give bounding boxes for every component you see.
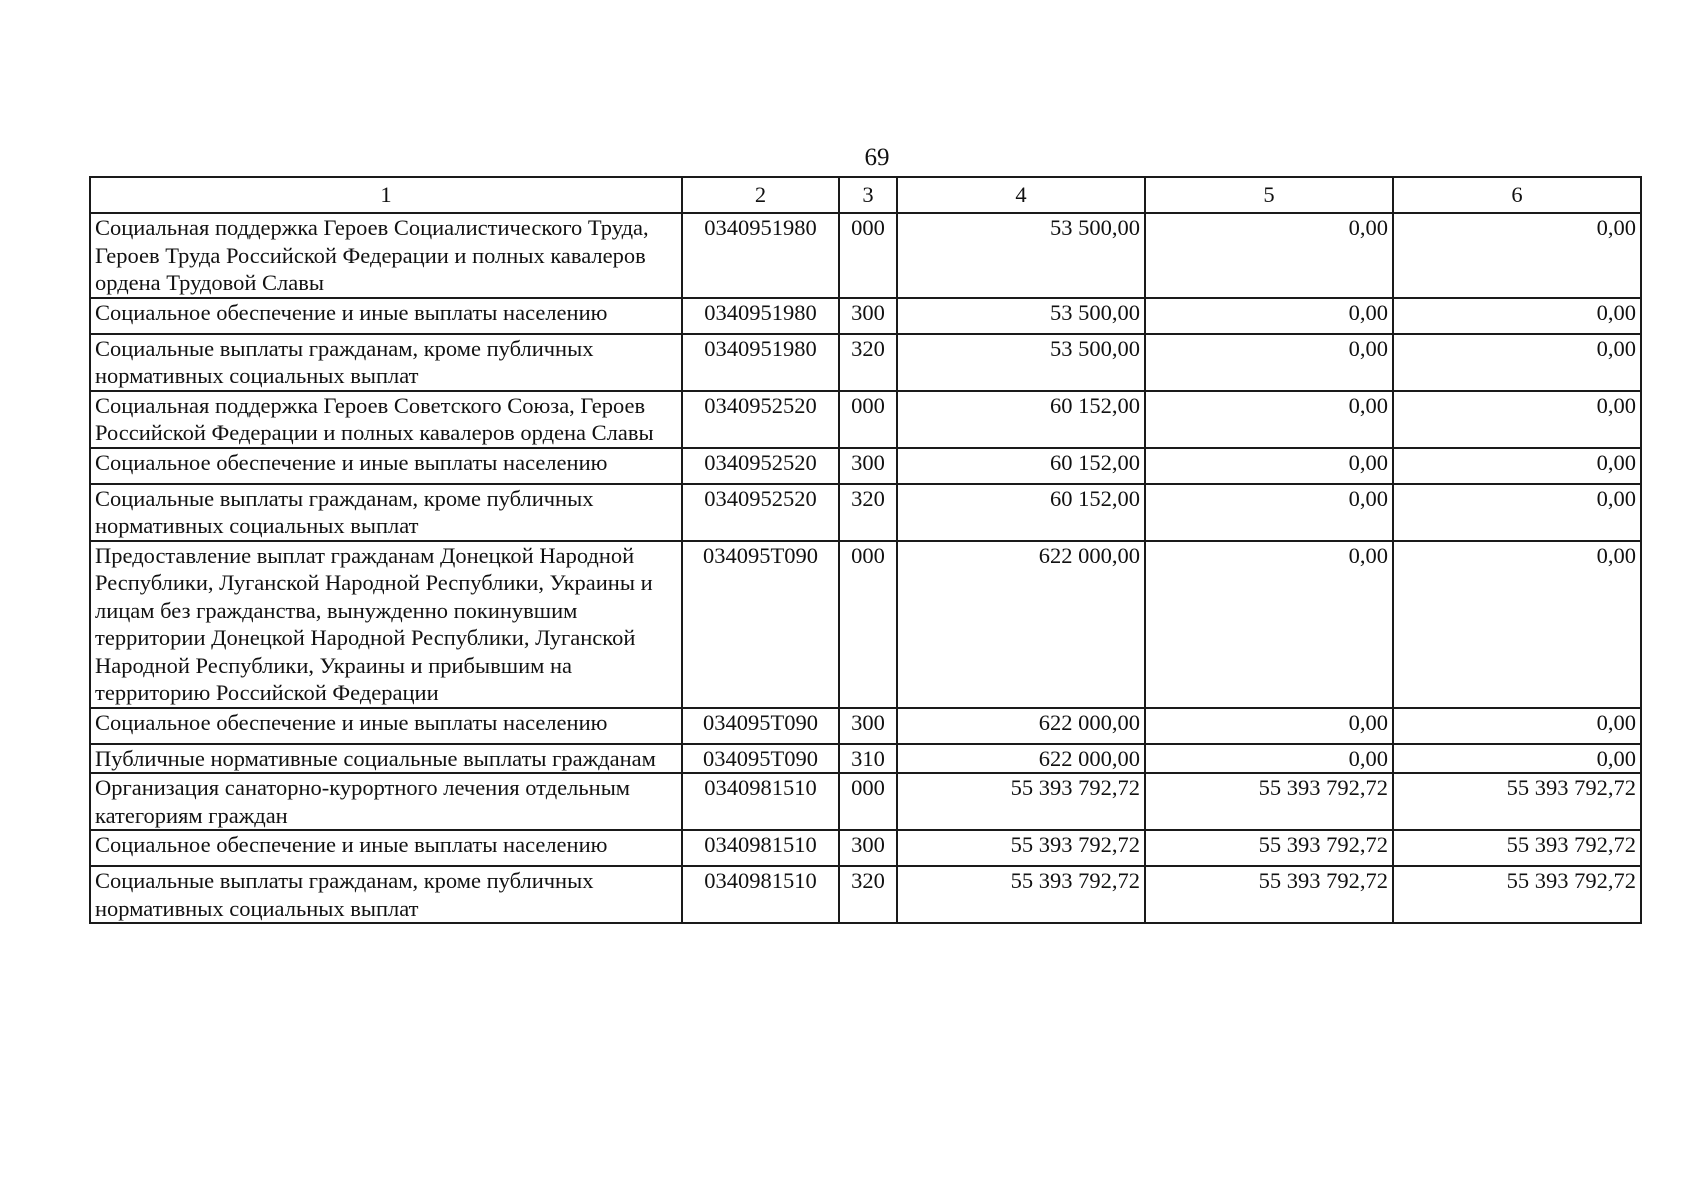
row-amount-col5: 55 393 792,72: [1145, 866, 1393, 923]
row-target-code: 034095Т090: [682, 708, 839, 744]
table-row: [90, 213, 1641, 298]
row-expense-type: 300: [839, 298, 897, 334]
column-header-2: 2: [682, 177, 839, 213]
row-amount-col6: 0,00: [1393, 391, 1641, 448]
row-expense-type: 000: [839, 541, 897, 708]
row-target-code: 0340981510: [682, 773, 839, 830]
row-amount-col4: 622 000,00: [897, 708, 1145, 744]
row-name: Социальная поддержка Героев Советского Союза, Героев Российской Федерации и полных кавалеров ордена Славы: [90, 391, 682, 448]
row-amount-col6: 0,00: [1393, 448, 1641, 484]
row-expense-type: 300: [839, 830, 897, 866]
row-name: Социальное обеспечение и иные выплаты населению: [90, 830, 682, 866]
row-target-code: 0340952520: [682, 391, 839, 448]
header-row: [90, 177, 1641, 213]
row-name: Социальное обеспечение и иные выплаты населению: [90, 448, 682, 484]
row-amount-col5: 0,00: [1145, 484, 1393, 541]
column-header-6: 6: [1393, 177, 1641, 213]
row-amount-col6: 55 393 792,72: [1393, 773, 1641, 830]
row-amount-col4: 60 152,00: [897, 484, 1145, 541]
row-expense-type: 000: [839, 213, 897, 298]
table-row: [90, 866, 1641, 923]
row-amount-col5: 55 393 792,72: [1145, 773, 1393, 830]
row-target-code: 0340951980: [682, 213, 839, 298]
row-expense-type: 300: [839, 708, 897, 744]
table-row: [90, 448, 1641, 484]
row-expense-type: 000: [839, 391, 897, 448]
table-row: [90, 541, 1641, 708]
row-target-code: 0340951980: [682, 334, 839, 391]
row-amount-col6: 0,00: [1393, 298, 1641, 334]
row-name: Организация санаторно-курортного лечения отдельным категориям граждан: [90, 773, 682, 830]
row-expense-type: 000: [839, 773, 897, 830]
row-amount-col5: 0,00: [1145, 213, 1393, 298]
row-target-code: 0340981510: [682, 830, 839, 866]
row-name: Социальные выплаты гражданам, кроме публичных нормативных социальных выплат: [90, 484, 682, 541]
row-amount-col4: 53 500,00: [897, 213, 1145, 298]
row-amount-col5: 0,00: [1145, 744, 1393, 774]
row-amount-col4: 55 393 792,72: [897, 866, 1145, 923]
row-amount-col5: 0,00: [1145, 298, 1393, 334]
table-row: [90, 708, 1641, 744]
page-number: 69: [864, 144, 890, 171]
table-row: [90, 484, 1641, 541]
row-amount-col6: 0,00: [1393, 213, 1641, 298]
row-expense-type: 300: [839, 448, 897, 484]
row-amount-col6: 0,00: [1393, 708, 1641, 744]
row-amount-col6: 0,00: [1393, 334, 1641, 391]
row-amount-col4: 622 000,00: [897, 541, 1145, 708]
row-target-code: 0340952520: [682, 448, 839, 484]
row-name: Социальная поддержка Героев Социалистического Труда, Героев Труда Российской Федерации и полных кавалеров ордена Трудовой Славы: [90, 213, 682, 298]
table-row: [90, 744, 1641, 774]
row-amount-col6: 0,00: [1393, 541, 1641, 708]
row-name: Предоставление выплат гражданам Донецкой Народной Республики, Луганской Народной Республики, Украины и лицам без гражданства, вынужденно покинувшим территории Донецкой Народной Республики, Луганской Народной Республики, Украины и прибывшим на территорию Российской Федерации: [90, 541, 682, 708]
table-row: [90, 773, 1641, 830]
budget-table: [89, 176, 1642, 924]
row-amount-col6: 55 393 792,72: [1393, 830, 1641, 866]
row-amount-col4: 622 000,00: [897, 744, 1145, 774]
row-name: Социальное обеспечение и иные выплаты населению: [90, 708, 682, 744]
row-amount-col5: 0,00: [1145, 708, 1393, 744]
row-expense-type: 320: [839, 866, 897, 923]
row-expense-type: 320: [839, 484, 897, 541]
row-amount-col5: 0,00: [1145, 334, 1393, 391]
row-target-code: 0340981510: [682, 866, 839, 923]
row-target-code: 034095Т090: [682, 541, 839, 708]
row-amount-col4: 60 152,00: [897, 391, 1145, 448]
column-header-4: 4: [897, 177, 1145, 213]
row-name: Социальные выплаты гражданам, кроме публичных нормативных социальных выплат: [90, 866, 682, 923]
row-name: Публичные нормативные социальные выплаты гражданам: [90, 744, 682, 774]
row-amount-col5: 0,00: [1145, 541, 1393, 708]
table-row: [90, 391, 1641, 448]
column-header-3: 3: [839, 177, 897, 213]
row-amount-col4: 53 500,00: [897, 298, 1145, 334]
row-amount-col6: 0,00: [1393, 484, 1641, 541]
row-target-code: 034095Т090: [682, 744, 839, 774]
row-expense-type: 320: [839, 334, 897, 391]
column-header-1: 1: [90, 177, 682, 213]
row-amount-col4: 55 393 792,72: [897, 773, 1145, 830]
row-amount-col4: 60 152,00: [897, 448, 1145, 484]
row-target-code: 0340952520: [682, 484, 839, 541]
column-header-5: 5: [1145, 177, 1393, 213]
row-amount-col6: 55 393 792,72: [1393, 866, 1641, 923]
row-amount-col5: 0,00: [1145, 448, 1393, 484]
row-expense-type: 310: [839, 744, 897, 774]
table-row: [90, 298, 1641, 334]
row-target-code: 0340951980: [682, 298, 839, 334]
row-amount-col4: 55 393 792,72: [897, 830, 1145, 866]
row-name: Социальное обеспечение и иные выплаты населению: [90, 298, 682, 334]
row-amount-col5: 55 393 792,72: [1145, 830, 1393, 866]
row-amount-col5: 0,00: [1145, 391, 1393, 448]
row-amount-col4: 53 500,00: [897, 334, 1145, 391]
table-row: [90, 334, 1641, 391]
table-row: [90, 830, 1641, 866]
row-amount-col6: 0,00: [1393, 744, 1641, 774]
row-name: Социальные выплаты гражданам, кроме публичных нормативных социальных выплат: [90, 334, 682, 391]
